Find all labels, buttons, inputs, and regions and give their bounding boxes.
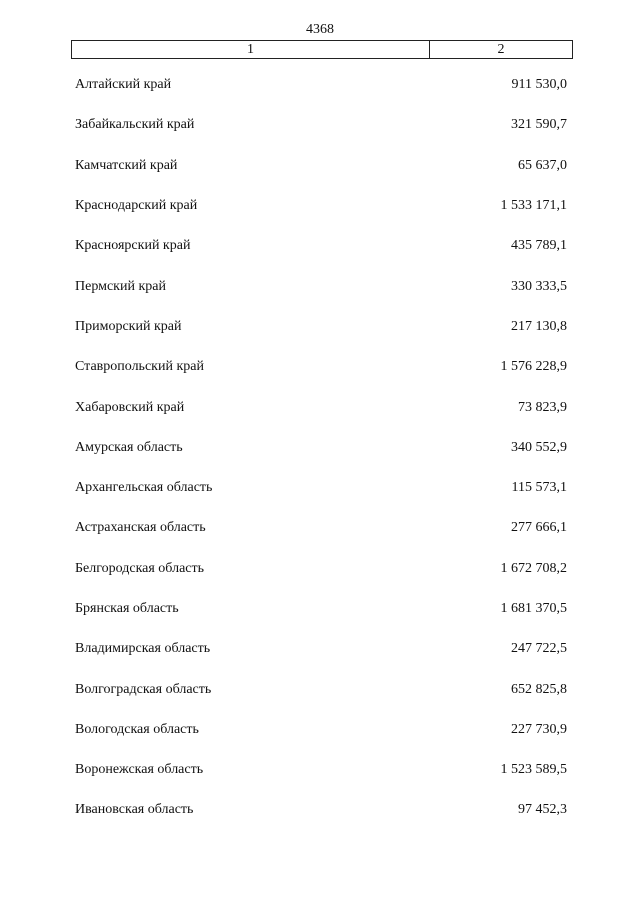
table-row	[0, 750, 640, 790]
table-row	[0, 146, 640, 186]
region-value: 1 533 171,1	[500, 198, 567, 214]
region-name: Ивановская область	[75, 802, 194, 818]
table-row	[0, 589, 640, 629]
region-name: Астраханская область	[75, 520, 206, 536]
table-row	[0, 65, 640, 105]
table-row	[0, 387, 640, 427]
region-name: Белгородская область	[75, 560, 205, 576]
region-name: Ставропольский край	[75, 359, 204, 375]
column-header-row	[71, 40, 573, 59]
region-name: Красноярский край	[75, 238, 191, 254]
table-row	[0, 790, 640, 830]
region-value: 115 573,1	[511, 480, 567, 496]
region-value: 911 530,0	[511, 77, 567, 93]
region-name: Воронежская область	[75, 762, 204, 778]
table-row	[0, 468, 640, 508]
region-name: Алтайский край	[75, 77, 172, 93]
region-value: 227 730,9	[511, 721, 567, 737]
region-value: 247 722,5	[511, 641, 567, 657]
region-value: 65 637,0	[518, 157, 567, 173]
table-row	[0, 266, 640, 306]
region-name: Краснодарский край	[75, 198, 198, 214]
region-value: 340 552,9	[511, 439, 567, 455]
region-name: Вологодская область	[75, 721, 199, 737]
table-row	[0, 226, 640, 266]
table-row	[0, 428, 640, 468]
region-name: Камчатский край	[75, 157, 178, 173]
region-name: Пермский край	[75, 278, 166, 294]
page-number: 4368	[306, 22, 334, 37]
column-header-2: 2	[497, 41, 505, 57]
region-value: 1 576 228,9	[500, 359, 567, 375]
region-value: 277 666,1	[511, 520, 567, 536]
region-value: 1 681 370,5	[500, 601, 567, 616]
region-name: Владимирская область	[75, 641, 211, 657]
column-header-1: 1	[72, 41, 430, 58]
table-row	[0, 669, 640, 709]
region-value: 97 452,3	[518, 802, 567, 818]
region-name: Волгоградская область	[75, 681, 212, 697]
region-name: Брянская область	[75, 601, 179, 616]
table-row	[0, 549, 640, 589]
region-value: 1 523 589,5	[500, 762, 567, 778]
region-name: Амурская область	[75, 439, 183, 455]
region-value: 652 825,8	[511, 681, 567, 697]
region-value: 435 789,1	[511, 238, 567, 254]
region-name: Архангельская область	[75, 480, 213, 496]
table-row	[0, 347, 640, 387]
region-value: 1 672 708,2	[500, 560, 567, 576]
region-name: Хабаровский край	[75, 399, 185, 415]
table-row	[0, 710, 640, 750]
region-value: 73 823,9	[518, 399, 567, 415]
region-value: 330 333,5	[511, 278, 567, 294]
table-row	[0, 629, 640, 669]
region-name: Забайкальский край	[75, 117, 195, 133]
table-row	[0, 307, 640, 347]
table-row	[0, 186, 640, 226]
region-value: 321 590,7	[511, 117, 567, 133]
table-row	[0, 508, 640, 548]
region-value: 217 130,8	[511, 318, 567, 334]
table-body	[0, 65, 640, 831]
table-row	[0, 105, 640, 145]
region-name: Приморский край	[75, 318, 182, 334]
